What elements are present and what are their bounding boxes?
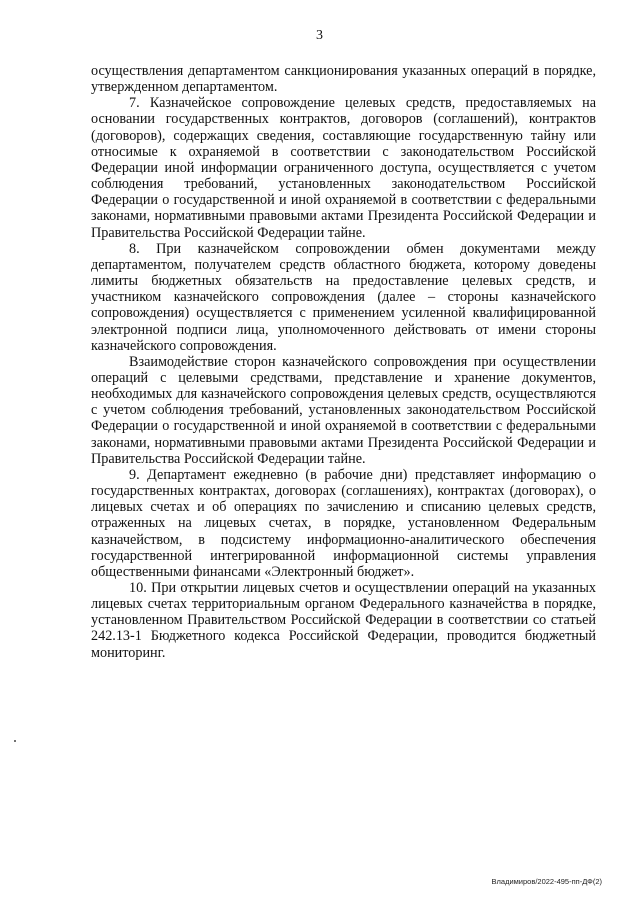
paragraph-continuation: осуществления департаментом санкционирования указанных операций в порядке, утвержденном департаментом. <box>91 63 596 96</box>
paragraph-10: 10. При открытии лицевых счетов и осуществлении операций на указанных лицевых счетах территориальным органом Федерального казначейства в порядке, установленном Правительством Российской Федерации в соответствии со статьей 242.13-1 Бюджетного кодекса Российской Федерации, проводится бюджетный мониторинг. <box>91 580 596 661</box>
margin-mark <box>14 740 16 742</box>
paragraph-8-interaction: Взаимодействие сторон казначейского сопровождения при осуществлении операций с целевыми средствами, представление и хранение документов, необходимых для казначейского сопровождения целевых средств, осуществляются с учетом соблюдения требований, установленных законодательством Российской Федерации о государственной и иной охраняемой в соответствии с федеральными законами, нормативными правовыми актами Президента Российской Федерации и Правительства Российской Федерации тайне. <box>91 353 596 467</box>
paragraph-7: 7. Казначейское сопровождение целевых средств, предоставляемых на основании государственных контрактов, договоров (соглашений), контрактов (договоров), содержащих сведения, составляющие государственную тайну или относимые к охраняемой в соответствии с законодательством Российской Федерации иной информации ограниченного доступа, осуществляется с учетом соблюдения требований, установленных законодательством Российской Федерации о государственной и иной охраняемой в соответствии с федеральными законами, нормативными правовыми актами Президента Российской Федерации и Правительства Российской Федерации тайне. <box>91 95 596 241</box>
document-body <box>91 63 596 661</box>
paragraph-8: 8. При казначейском сопровождении обмен документами между департаментом, получателем средств областного бюджета, которому доведены лимиты бюджетных обязательств на предоставление целевых средств, и участником казначейского сопровождения (далее – стороны казначейского сопровождения) осуществляется с применением усиленной квалифицированной электронной подписи лица, уполномоченного действовать от имени стороны казначейского сопровождения. <box>91 240 596 354</box>
page-number: 3 <box>316 28 323 43</box>
document-reference: Владимиров/2022-495-пп-ДФ(2) <box>491 877 602 886</box>
paragraph-9: 9. Департамент ежедневно (в рабочие дни) представляет информацию о государственных контрактах, договорах (соглашениях), контрактах (договорах), о лицевых счетах и об операциях по зачислению и списанию целевых средств, отраженных на лицевых счетах, в порядке, установленном Федеральным казначейством, в подсистему информационно-аналитического обеспечения государственной интегрированной информационной системы управления общественными финансами «Электронный бюджет». <box>91 466 596 580</box>
